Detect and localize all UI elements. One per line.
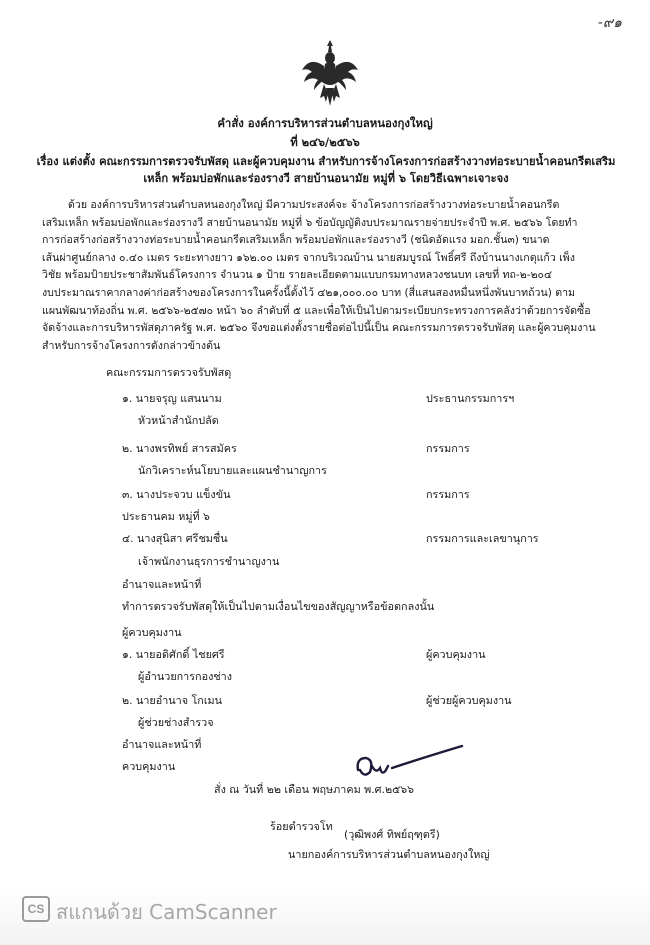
committee-member-role: กรรมการและเลขานุการ [426, 532, 539, 545]
committee-member-role: กรรมการ [426, 488, 470, 501]
handwritten-signature [352, 740, 472, 790]
body-line: แผนพัฒนาท้องถิ่น พ.ศ. ๒๕๖๖-๒๕๗๐ หน้า ๖๐ ลำดับที่ ๕ และเพื่อให้เป็นไปตามระเบียบกระทรวงการคลังว่าด้วยการจัดซื้อ [42, 304, 591, 317]
order-number: ที่ ๒๔๖/๒๕๖๖ [290, 135, 360, 149]
committee-member-role: กรรมการ [426, 442, 470, 455]
body-line: เสริมเหล็ก พร้อมบ่อพักและร่องรางวี สายบ้านอนามัย หมู่ที่ ๖ ข้อบัญญัติงบประมาณรายจ่ายประจำปี พ.ศ. ๒๕๖๖ โดยทำ [42, 216, 578, 229]
order-date: สั่ง ณ วันที่ ๒๒ เดือน พฤษภาคม พ.ศ.๒๕๖๖ [214, 783, 414, 796]
camscanner-watermark: สแกนด้วย CamScanner [56, 900, 277, 924]
body-line: งบประมาณราคากลางค่าก่อสร้างของโครงการในครั้งนี้ตั้งไว้ ๔๒๑,๐๐๐.๐๐ บาท (สี่แสนสองหมื่นหนึ่งพันบาทถ้วน) ตาม [42, 286, 576, 299]
body-line: จัดจ้างและการบริหารพัสดุภาครัฐ พ.ศ. ๒๕๖๐ จึงขอแต่งตั้งรายชื่อต่อไปนี้เป็น คณะกรรมการตรวจรับพัสดุ และผู้ควบคุมงาน [42, 322, 596, 335]
body-line: เส้นผ่าศูนย์กลาง ๐.๔๐ เมตร ระยะทางยาว ๑๖๒.๐๐ เมตร จากบริเวณบ้าน นายสมบูรณ์ โพธิ์ศรี ถึงบ้านนางเกตุแก้ว เพ็ง [42, 251, 575, 264]
supervisor-position: ผู้อำนวยการกองช่าง [138, 670, 232, 683]
committee-member-name: ๑. นายจรุญ แสนนาม [122, 392, 222, 405]
signatory-rank: ร้อยตำรวจโท [270, 820, 333, 833]
supervisor-role: ผู้ควบคุมงาน [426, 648, 486, 661]
committee-member-position: เจ้าพนักงานธุรการชำนาญงาน [138, 555, 280, 568]
committee-member-role: ประธานกรรมการฯ [426, 392, 515, 405]
body-line: สำหรับการจ้างโครงการดังกล่าวข้างต้น [42, 339, 221, 352]
order-body [42, 197, 617, 355]
committee-duty-text: ทำการตรวจรับพัสดุให้เป็นไปตามเงื่อนไขของสัญญาหรือข้อตกลงนั้น [122, 600, 435, 613]
committee-heading: คณะกรรมการตรวจรับพัสดุ [106, 366, 232, 379]
page-mark: -๙๑ [597, 15, 622, 31]
committee-member-name: ๔. นางสุนิสา ศรีชมชื่น [122, 532, 228, 545]
body-line: การก่อสร้างก่อสร้างวางท่อระบายน้ำคอนกรีตเสริมเหล็ก พร้อมบ่อพักและร่องรางวี (ชนิดอัดแรง มอก.ชั้น๓) ขนาด [42, 234, 550, 247]
supervisor-duty-heading: อำนาจและหน้าที่ [122, 738, 202, 751]
order-subject [36, 153, 616, 187]
committee-member-position: หัวหน้าสำนักปลัด [138, 414, 219, 427]
signatory-name: (วุฒิพงศ์ ทิพย์ฤฑฺตรี) [344, 828, 440, 841]
supervisor-position: ผู้ช่วยช่างสำรวจ [138, 716, 214, 729]
body-line: วิชัย พร้อมป้ายประชาสัมพันธ์โครงการ จำนวน ๑ ป้าย รายละเอียดตามแบบกรมทางหลวงชนบท เลขที่ ทถ-๒-๒๐๔ [42, 269, 553, 282]
subject-line-2: เหล็ก พร้อมบ่อพักและร่องรางวี สายบ้านอนามัย หมู่ที่ ๖ โดยวิธีเฉพาะเจาะจง [143, 172, 509, 185]
order-title: คำสั่ง องค์การบริหารส่วนตำบลหนองกุงใหญ่ [217, 116, 433, 130]
committee-duty-heading: อำนาจและหน้าที่ [122, 578, 202, 591]
committee-member-position: นักวิเคราะห์นโยบายและแผนชำนาญการ [138, 464, 327, 477]
subject-line-1: เรื่อง แต่งตั้ง คณะกรรมการตรวจรับพัสดุ และผู้ควบคุมงาน สำหรับการจ้างโครงการก่อสร้างวางท่อระบายน้ำคอนกรีตเสริม [36, 155, 616, 168]
committee-member-position: ประธานคม หมู่ที่ ๖ [122, 510, 210, 523]
body-line: ด้วย องค์การบริหารส่วนตำบลหนองกุงใหญ่ มีความประสงค์จะ จ้างโครงการก่อสร้างวางท่อระบายน้ำคอนกรีต [68, 199, 560, 211]
supervisor-role: ผู้ช่วยผู้ควบคุมงาน [426, 694, 512, 707]
supervisor-heading: ผู้ควบคุมงาน [122, 626, 182, 639]
garuda-emblem-icon [298, 36, 362, 108]
committee-member-name: ๒. นางพรทิพย์ สารสมัคร [122, 442, 237, 455]
supervisor-name: ๒. นายอำนาจ โกเมน [122, 694, 223, 707]
supervisor-name: ๑. นายอดิศักดิ์ ไชยศรี [122, 648, 225, 661]
camscanner-logo: CS [22, 896, 50, 922]
committee-member-name: ๓. นางประจวบ แข็งขัน [122, 488, 231, 501]
supervisor-duty-text: ควบคุมงาน [122, 760, 176, 773]
signatory-title: นายกองค์การบริหารส่วนตำบลหนองกุงใหญ่ [288, 848, 490, 861]
